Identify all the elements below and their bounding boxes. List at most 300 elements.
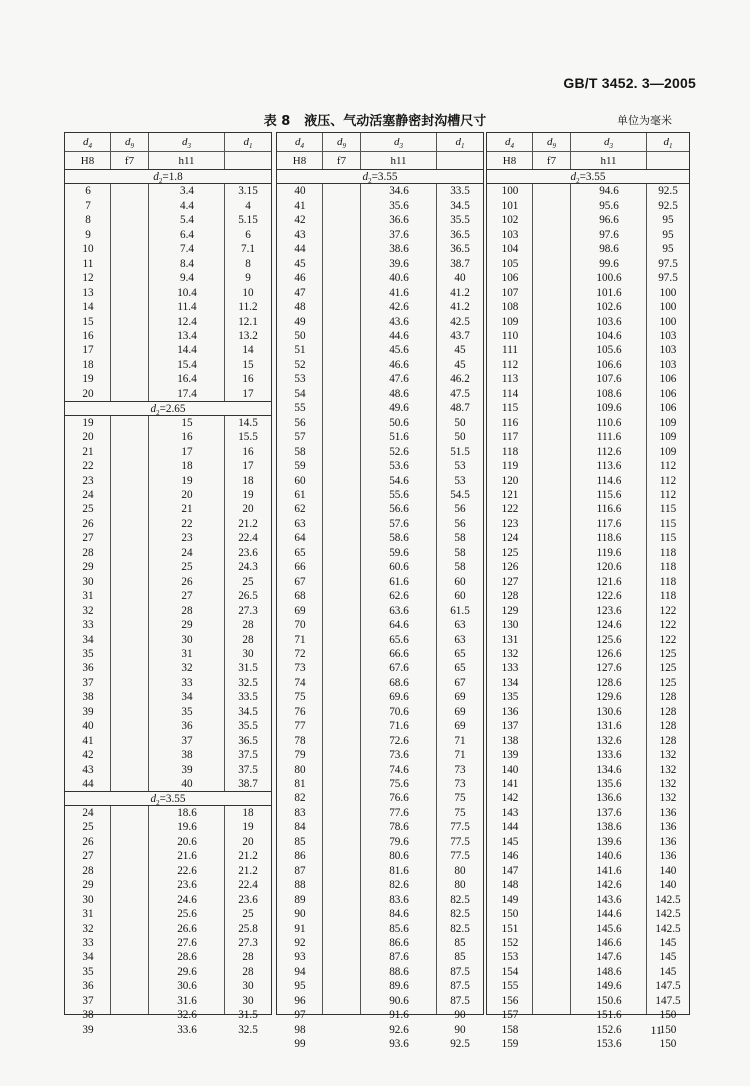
cell-d9 xyxy=(111,979,149,993)
cell-d1: 115 xyxy=(659,517,677,530)
cell-d1: 77.5 xyxy=(450,835,470,848)
cell-d1: 28 xyxy=(242,633,254,646)
cell-d4: 153 xyxy=(501,951,519,964)
cell-d3: 122.6 xyxy=(596,590,622,603)
cell-d1: 122 xyxy=(659,604,677,617)
cell-d3: 29 xyxy=(181,619,193,632)
cell-d4: 98 xyxy=(294,1023,306,1036)
cell-d1: 5.15 xyxy=(238,214,258,227)
cell-d9 xyxy=(111,286,149,300)
cell-d1: 150 xyxy=(659,1023,677,1036)
cell-d9 xyxy=(533,719,571,733)
cell-d4: 7 xyxy=(85,199,91,212)
cell-d4: 91 xyxy=(294,922,306,935)
cell-d4: 145 xyxy=(501,835,519,848)
cell-d3: 4.4 xyxy=(180,199,194,212)
cell-d9 xyxy=(323,633,361,647)
cell-d9 xyxy=(111,459,149,473)
cell-d4: 143 xyxy=(501,806,519,819)
cell-d9 xyxy=(533,445,571,459)
cell-d3: 15 xyxy=(181,416,193,429)
table-row xyxy=(487,820,689,834)
cell-d9 xyxy=(533,575,571,589)
header-tolerance: h11 xyxy=(600,155,617,167)
table-row xyxy=(65,893,271,907)
cell-d4: 104 xyxy=(501,243,519,256)
cell-d9 xyxy=(323,690,361,704)
cell-d9 xyxy=(111,994,149,1008)
cell-d9 xyxy=(111,734,149,748)
cell-d3: 39 xyxy=(181,763,193,776)
cell-d1: 20 xyxy=(242,503,254,516)
cell-d3: 18.6 xyxy=(177,806,197,819)
column-divider xyxy=(322,170,323,1014)
table-row xyxy=(277,791,483,805)
table-row xyxy=(277,994,483,1008)
cell-d9 xyxy=(323,965,361,979)
cell-d4: 137 xyxy=(501,720,519,733)
table-row xyxy=(277,676,483,690)
cell-d1: 90 xyxy=(454,1009,466,1022)
cell-d3: 24.6 xyxy=(177,893,197,906)
unit-label: 单位为毫米 xyxy=(617,114,672,127)
cell-d3: 63.6 xyxy=(389,604,409,617)
cell-d9 xyxy=(533,372,571,386)
cell-d3: 74.6 xyxy=(389,763,409,776)
table-row xyxy=(277,633,483,647)
table-row xyxy=(487,806,689,820)
cell-d3: 83.6 xyxy=(389,893,409,906)
cell-d4: 62 xyxy=(294,503,306,516)
cell-d1: 51.5 xyxy=(450,445,470,458)
cell-d4: 34 xyxy=(82,633,94,646)
cell-d1: 31.5 xyxy=(238,1009,258,1022)
cell-d4: 39 xyxy=(82,705,94,718)
cell-d4: 110 xyxy=(501,329,519,342)
cell-d9 xyxy=(323,517,361,531)
cell-d4: 41 xyxy=(294,199,306,212)
cell-d4: 34 xyxy=(82,951,94,964)
cell-d4: 149 xyxy=(501,893,519,906)
table-body xyxy=(277,170,483,1051)
cell-d3: 5.4 xyxy=(180,214,194,227)
cell-d4: 52 xyxy=(294,358,306,371)
cell-d9 xyxy=(111,690,149,704)
cell-d4: 30 xyxy=(82,575,94,588)
cell-d3: 144.6 xyxy=(596,908,622,921)
cell-d1: 35.5 xyxy=(238,720,258,733)
cell-d3: 22 xyxy=(181,517,193,530)
cell-d4: 88 xyxy=(294,879,306,892)
cell-d3: 60.6 xyxy=(389,561,409,574)
cell-d1: 106 xyxy=(659,402,677,415)
table-row xyxy=(487,589,689,603)
cell-d1: 38.7 xyxy=(450,257,470,270)
cell-d3: 27.6 xyxy=(177,937,197,950)
cell-d4: 111 xyxy=(502,344,518,357)
table-row xyxy=(487,546,689,560)
cell-d4: 120 xyxy=(501,474,519,487)
cell-d9 xyxy=(323,228,361,242)
cell-d1: 41.2 xyxy=(450,286,470,299)
cell-d3: 20.6 xyxy=(177,835,197,848)
cell-d4: 33 xyxy=(82,619,94,632)
table-row xyxy=(65,777,271,791)
cell-d9 xyxy=(323,286,361,300)
cell-d9 xyxy=(111,445,149,459)
cell-d1: 7.1 xyxy=(241,243,255,256)
cell-d9 xyxy=(111,184,149,198)
cell-d9 xyxy=(111,633,149,647)
cell-d9 xyxy=(323,300,361,314)
table-row xyxy=(65,286,271,300)
header-symbol: $d_3$ xyxy=(149,133,224,152)
cell-d3: 42.6 xyxy=(389,301,409,314)
table-row xyxy=(277,199,483,213)
cell-d9 xyxy=(323,820,361,834)
cell-d4: 159 xyxy=(501,1038,519,1051)
cell-d4: 95 xyxy=(294,980,306,993)
column-divider xyxy=(360,170,361,1014)
cell-d4: 50 xyxy=(294,329,306,342)
cell-d9 xyxy=(323,271,361,285)
cell-d3: 92.6 xyxy=(389,1023,409,1036)
cell-d4: 142 xyxy=(501,792,519,805)
cell-d3: 48.6 xyxy=(389,387,409,400)
column-divider xyxy=(110,170,111,1014)
cell-d4: 37 xyxy=(82,994,94,1007)
cell-d9 xyxy=(323,835,361,849)
cell-d1: 45 xyxy=(454,344,466,357)
cell-d4: 26 xyxy=(82,517,94,530)
cell-d4: 39 xyxy=(82,1023,94,1036)
cell-d1: 122 xyxy=(659,633,677,646)
header-tolerance: H8 xyxy=(292,155,307,167)
cell-d9 xyxy=(111,213,149,227)
cell-d3: 36 xyxy=(181,720,193,733)
table-row xyxy=(487,878,689,892)
cell-d3: 43.6 xyxy=(389,315,409,328)
cell-d9 xyxy=(323,878,361,892)
cell-d9 xyxy=(533,546,571,560)
cell-d3: 45.6 xyxy=(389,344,409,357)
cell-d3: 59.6 xyxy=(389,546,409,559)
cell-d1: 125 xyxy=(659,647,677,660)
table-row xyxy=(487,907,689,921)
cell-d3: 96.6 xyxy=(599,214,619,227)
table-row xyxy=(277,474,483,488)
cell-d4: 36 xyxy=(82,662,94,675)
cell-d1: 25 xyxy=(242,908,254,921)
table-row xyxy=(487,950,689,964)
cell-d3: 131.6 xyxy=(596,720,622,733)
cell-d1: 80 xyxy=(454,864,466,877)
cell-d4: 150 xyxy=(501,908,519,921)
cell-d3: 32 xyxy=(181,662,193,675)
cell-d3: 20 xyxy=(181,488,193,501)
cell-d4: 44 xyxy=(82,778,94,791)
table-row xyxy=(65,835,271,849)
cell-d9 xyxy=(533,416,571,430)
cell-d4: 96 xyxy=(294,994,306,1007)
table-row xyxy=(487,864,689,878)
cell-d3: 3.4 xyxy=(180,185,194,198)
cell-d3: 137.6 xyxy=(596,806,622,819)
cell-d3: 153.6 xyxy=(596,1038,622,1051)
cell-d1: 14 xyxy=(242,344,254,357)
cell-d9 xyxy=(323,430,361,444)
cell-d3: 58.6 xyxy=(389,532,409,545)
cell-d1: 36.5 xyxy=(450,243,470,256)
cell-d4: 141 xyxy=(501,778,519,791)
cell-d1: 128 xyxy=(659,720,677,733)
cell-d1: 53 xyxy=(454,460,466,473)
cell-d3: 77.6 xyxy=(389,806,409,819)
cell-d3: 80.6 xyxy=(389,850,409,863)
cell-d9 xyxy=(533,401,571,415)
cell-d9 xyxy=(111,893,149,907)
table-row xyxy=(487,271,689,285)
table-row xyxy=(487,300,689,314)
cell-d3: 129.6 xyxy=(596,691,622,704)
cell-d3: 32.6 xyxy=(177,1009,197,1022)
cell-d4: 40 xyxy=(294,185,306,198)
cell-d3: 37.6 xyxy=(389,228,409,241)
header-cell xyxy=(323,133,361,169)
cell-d9 xyxy=(111,1023,149,1037)
column-divider xyxy=(436,170,437,1014)
cell-d3: 84.6 xyxy=(389,908,409,921)
cell-d3: 124.6 xyxy=(596,619,622,632)
cell-d9 xyxy=(323,1023,361,1037)
cell-d4: 14 xyxy=(82,301,94,314)
cell-d9 xyxy=(533,604,571,618)
cell-d1: 19 xyxy=(242,488,254,501)
cell-d4: 136 xyxy=(501,705,519,718)
cell-d1: 37.5 xyxy=(238,749,258,762)
cell-d9 xyxy=(323,372,361,386)
cell-d9 xyxy=(323,488,361,502)
cell-d9 xyxy=(533,213,571,227)
cell-d4: 112 xyxy=(501,358,519,371)
table-row xyxy=(65,604,271,618)
cell-d4: 128 xyxy=(501,590,519,603)
cell-d3: 110.6 xyxy=(596,416,622,429)
cell-d4: 139 xyxy=(501,749,519,762)
header-tolerance xyxy=(225,152,271,169)
cell-d1: 118 xyxy=(659,590,677,603)
cell-d3: 31 xyxy=(181,647,193,660)
table-row xyxy=(277,864,483,878)
cell-d3: 123.6 xyxy=(596,604,622,617)
table-row xyxy=(277,979,483,993)
cell-d4: 59 xyxy=(294,460,306,473)
cell-d1: 71 xyxy=(454,734,466,747)
cell-d9 xyxy=(323,474,361,488)
cell-d1: 28 xyxy=(242,965,254,978)
cell-d3: 89.6 xyxy=(389,980,409,993)
cell-d4: 68 xyxy=(294,590,306,603)
cell-d3: 11.4 xyxy=(177,301,197,314)
header-symbol: $d_4$ xyxy=(65,133,110,152)
table-row xyxy=(487,358,689,372)
cell-d9 xyxy=(111,315,149,329)
table-row xyxy=(277,575,483,589)
cell-d3: 88.6 xyxy=(389,965,409,978)
header-tolerance: f7 xyxy=(124,155,135,167)
cell-d1: 69 xyxy=(454,705,466,718)
cell-d9 xyxy=(533,1023,571,1037)
cell-d9 xyxy=(533,358,571,372)
cell-d4: 48 xyxy=(294,301,306,314)
column-divider xyxy=(148,170,149,1014)
cell-d1: 75 xyxy=(454,806,466,819)
table-row xyxy=(487,199,689,213)
table-row xyxy=(65,315,271,329)
cell-d3: 8.4 xyxy=(180,257,194,270)
table-row xyxy=(277,878,483,892)
table-row xyxy=(65,242,271,256)
cell-d4: 38 xyxy=(82,1009,94,1022)
cell-d1: 150 xyxy=(659,1009,677,1022)
cell-d9 xyxy=(533,791,571,805)
cell-d9 xyxy=(533,950,571,964)
cell-d1: 30 xyxy=(242,994,254,1007)
cell-d4: 55 xyxy=(294,402,306,415)
table-row xyxy=(277,849,483,863)
cell-d1: 140 xyxy=(659,879,677,892)
cell-d9 xyxy=(533,936,571,950)
cell-d4: 155 xyxy=(501,980,519,993)
table-row xyxy=(487,979,689,993)
cell-d1: 18 xyxy=(242,806,254,819)
cell-d1: 95 xyxy=(662,214,674,227)
header-symbol: $d_1$ xyxy=(647,133,689,152)
cell-d3: 15.4 xyxy=(177,358,197,371)
cell-d1: 63 xyxy=(454,619,466,632)
cell-d1: 82.5 xyxy=(450,908,470,921)
cell-d1: 118 xyxy=(659,575,677,588)
header-symbol: $d_3$ xyxy=(361,133,436,152)
cell-d3: 91.6 xyxy=(389,1009,409,1022)
table-row xyxy=(65,575,271,589)
table-row xyxy=(65,907,271,921)
cell-d4: 56 xyxy=(294,416,306,429)
cell-d3: 14.4 xyxy=(177,344,197,357)
cell-d1: 38.7 xyxy=(238,778,258,791)
cell-d1: 32.5 xyxy=(238,676,258,689)
cell-d4: 121 xyxy=(501,488,519,501)
table-row xyxy=(277,430,483,444)
cell-d9 xyxy=(533,907,571,921)
cell-d1: 77.5 xyxy=(450,850,470,863)
cell-d1: 17 xyxy=(242,387,254,400)
cell-d9 xyxy=(111,965,149,979)
table-row xyxy=(65,546,271,560)
cell-d1: 92.5 xyxy=(658,199,678,212)
cell-d9 xyxy=(533,922,571,936)
header-cell xyxy=(647,133,689,169)
cell-d1: 112 xyxy=(659,488,677,501)
cell-d4: 44 xyxy=(294,243,306,256)
table-row xyxy=(65,806,271,820)
header-tolerance: h11 xyxy=(390,155,407,167)
cell-d9 xyxy=(533,242,571,256)
cell-d3: 78.6 xyxy=(389,821,409,834)
cell-d9 xyxy=(111,907,149,921)
cell-d9 xyxy=(533,748,571,762)
table-row xyxy=(277,531,483,545)
cell-d3: 120.6 xyxy=(596,561,622,574)
cell-d3: 126.6 xyxy=(596,647,622,660)
cell-d1: 90 xyxy=(454,1023,466,1036)
table-row xyxy=(487,777,689,791)
cell-d9 xyxy=(111,575,149,589)
table-row xyxy=(277,1008,483,1022)
table-row xyxy=(277,242,483,256)
cell-d1: 118 xyxy=(659,561,677,574)
cell-d3: 19 xyxy=(181,474,193,487)
cell-d1: 97.5 xyxy=(658,257,678,270)
cell-d3: 70.6 xyxy=(389,705,409,718)
table-row xyxy=(277,560,483,574)
cell-d9 xyxy=(111,719,149,733)
column-divider xyxy=(224,170,225,1014)
cell-d1: 9 xyxy=(245,272,251,285)
cell-d4: 67 xyxy=(294,575,306,588)
cell-d4: 71 xyxy=(294,633,306,646)
cell-d1: 92.5 xyxy=(658,185,678,198)
table-row xyxy=(277,329,483,343)
cell-d3: 35.6 xyxy=(389,199,409,212)
cell-d3: 134.6 xyxy=(596,763,622,776)
cell-d9 xyxy=(533,300,571,314)
cell-d4: 46 xyxy=(294,272,306,285)
table-row xyxy=(487,315,689,329)
cell-d1: 142.5 xyxy=(655,908,681,921)
cell-d3: 16.4 xyxy=(177,373,197,386)
table-row xyxy=(65,502,271,516)
cell-d4: 151 xyxy=(501,922,519,935)
cell-d3: 130.6 xyxy=(596,705,622,718)
cell-d3: 17.4 xyxy=(177,387,197,400)
cell-d4: 28 xyxy=(82,546,94,559)
table-row xyxy=(487,474,689,488)
cell-d4: 124 xyxy=(501,532,519,545)
cell-d4: 31 xyxy=(82,590,94,603)
cell-d3: 149.6 xyxy=(596,980,622,993)
table-row xyxy=(277,950,483,964)
cell-d1: 136 xyxy=(659,850,677,863)
cell-d9 xyxy=(533,474,571,488)
table-row xyxy=(277,893,483,907)
cell-d9 xyxy=(533,618,571,632)
cell-d1: 82.5 xyxy=(450,922,470,935)
cell-d4: 43 xyxy=(294,228,306,241)
cell-d9 xyxy=(323,329,361,343)
cell-d3: 116.6 xyxy=(596,503,622,516)
cell-d9 xyxy=(111,474,149,488)
cell-d4: 33 xyxy=(82,937,94,950)
cell-d1: 109 xyxy=(659,431,677,444)
cell-d1: 69 xyxy=(454,691,466,704)
cell-d1: 50 xyxy=(454,431,466,444)
cell-d9 xyxy=(533,315,571,329)
cell-d1: 56 xyxy=(454,503,466,516)
cell-d4: 85 xyxy=(294,835,306,848)
table-row xyxy=(65,329,271,343)
table-row xyxy=(487,445,689,459)
